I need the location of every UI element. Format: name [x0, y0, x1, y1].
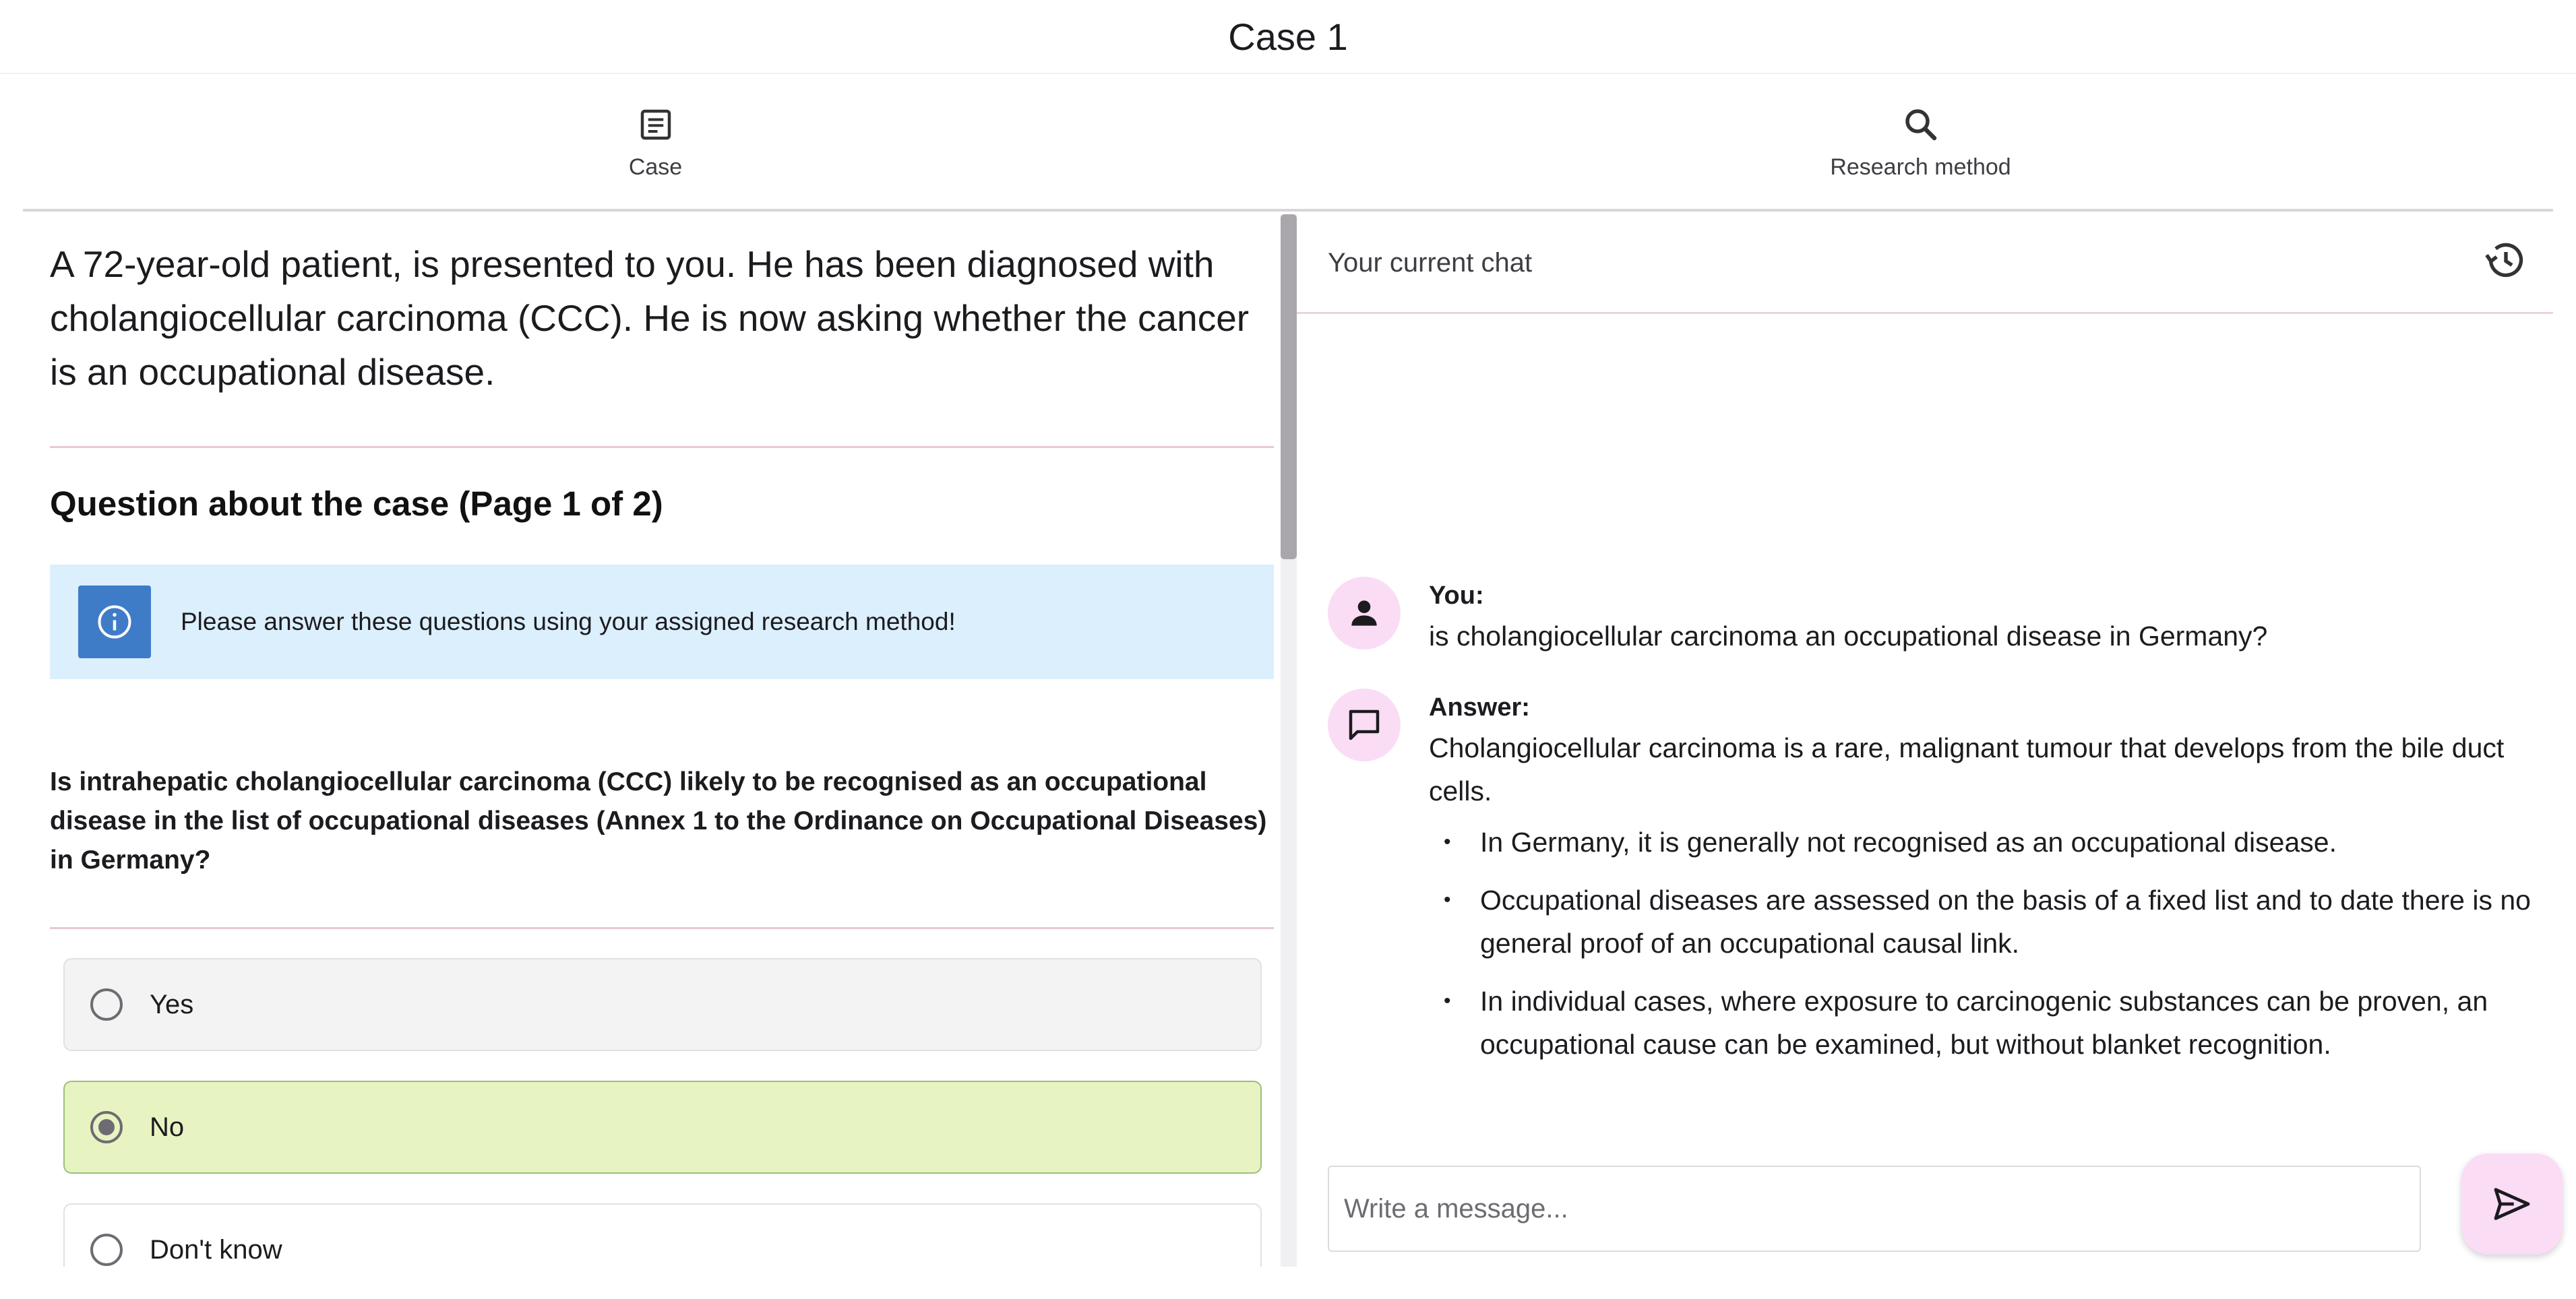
option-yes[interactable] — [63, 958, 1262, 1051]
article-icon — [636, 104, 676, 145]
divider — [50, 446, 1274, 448]
radio-button[interactable] — [90, 1234, 123, 1266]
question-text: Is intrahepatic cholangiocellular carcinoma (CCC) likely to be recognised as an occupational disease in the list of occupational diseases (Annex 1 to the Ordinance on Occupational Diseases) in Germany? — [50, 767, 1267, 875]
message-input[interactable] — [1328, 1166, 2421, 1252]
tab-label: Research method — [1830, 154, 2011, 180]
message-text: is cholangiocellular carcinoma an occupational disease in Germany? — [1429, 621, 2268, 652]
radio-button[interactable] — [90, 988, 123, 1021]
scrollbar[interactable] — [1281, 214, 1297, 1267]
list-item: • In individual cases, where exposure to carcinogenic substances can be proven, an occupational cause can be examined, but without blanket recognition. — [1429, 980, 2534, 1066]
info-message: Please answer these questions using your assigned research method! — [181, 608, 956, 635]
tab-case[interactable] — [23, 75, 1288, 209]
list-item: • Occupational diseases are assessed on the basis of a fixed list and to date there is no general proof of an occupational causal link. — [1429, 879, 2534, 965]
option-no[interactable] — [63, 1081, 1262, 1174]
send-icon — [2490, 1182, 2534, 1226]
chat-title: Your current chat — [1328, 248, 1533, 278]
tab-research-method[interactable] — [1288, 75, 2553, 209]
option-dont-know[interactable] — [63, 1203, 1262, 1267]
message-text: Cholangiocellular carcinoma is a rare, malignant tumour that develops from the bile duct cells. — [1429, 732, 2505, 806]
question-heading: Question about the case (Page 1 of 2) — [50, 484, 663, 523]
scrollbar-thumb[interactable] — [1281, 214, 1297, 559]
assistant-avatar — [1328, 689, 1401, 761]
tab-bar — [23, 75, 2553, 212]
send-button[interactable] — [2461, 1153, 2563, 1255]
user-avatar — [1328, 577, 1401, 650]
option-label: Don't know — [150, 1234, 282, 1265]
chat-header — [1297, 214, 2553, 314]
option-label: No — [150, 1112, 185, 1142]
chat-bubble-icon — [1344, 705, 1384, 745]
info-banner — [50, 565, 1274, 679]
message-body — [1429, 577, 2534, 658]
case-description: A 72-year-old patient, is presented to you. He has been diagnosed with cholangiocellular carcinoma (CCC). He is now asking whether the cancer is an occupational disease. — [50, 243, 1250, 393]
message-composer — [1328, 1166, 2534, 1260]
title-bar — [0, 0, 2576, 74]
message-sender: Answer: — [1429, 693, 1530, 722]
message-sender: You: — [1429, 581, 1484, 610]
person-icon — [1345, 594, 1383, 632]
chat-panel — [1297, 214, 2553, 1267]
answer-bullet-list — [1429, 821, 2534, 1066]
info-icon — [78, 585, 151, 658]
history-icon[interactable] — [2482, 236, 2530, 284]
search-icon — [1901, 104, 1941, 145]
radio-button-selected[interactable] — [90, 1111, 123, 1143]
list-item: • In Germany, it is generally not recognised as an occupational disease. — [1429, 821, 2534, 864]
case-panel — [23, 214, 1279, 1267]
divider — [50, 927, 1274, 929]
option-label: Yes — [150, 989, 194, 1019]
page-title: Case 1 — [1228, 15, 1348, 58]
message-body — [1429, 689, 2534, 1081]
tab-label: Case — [628, 154, 683, 180]
